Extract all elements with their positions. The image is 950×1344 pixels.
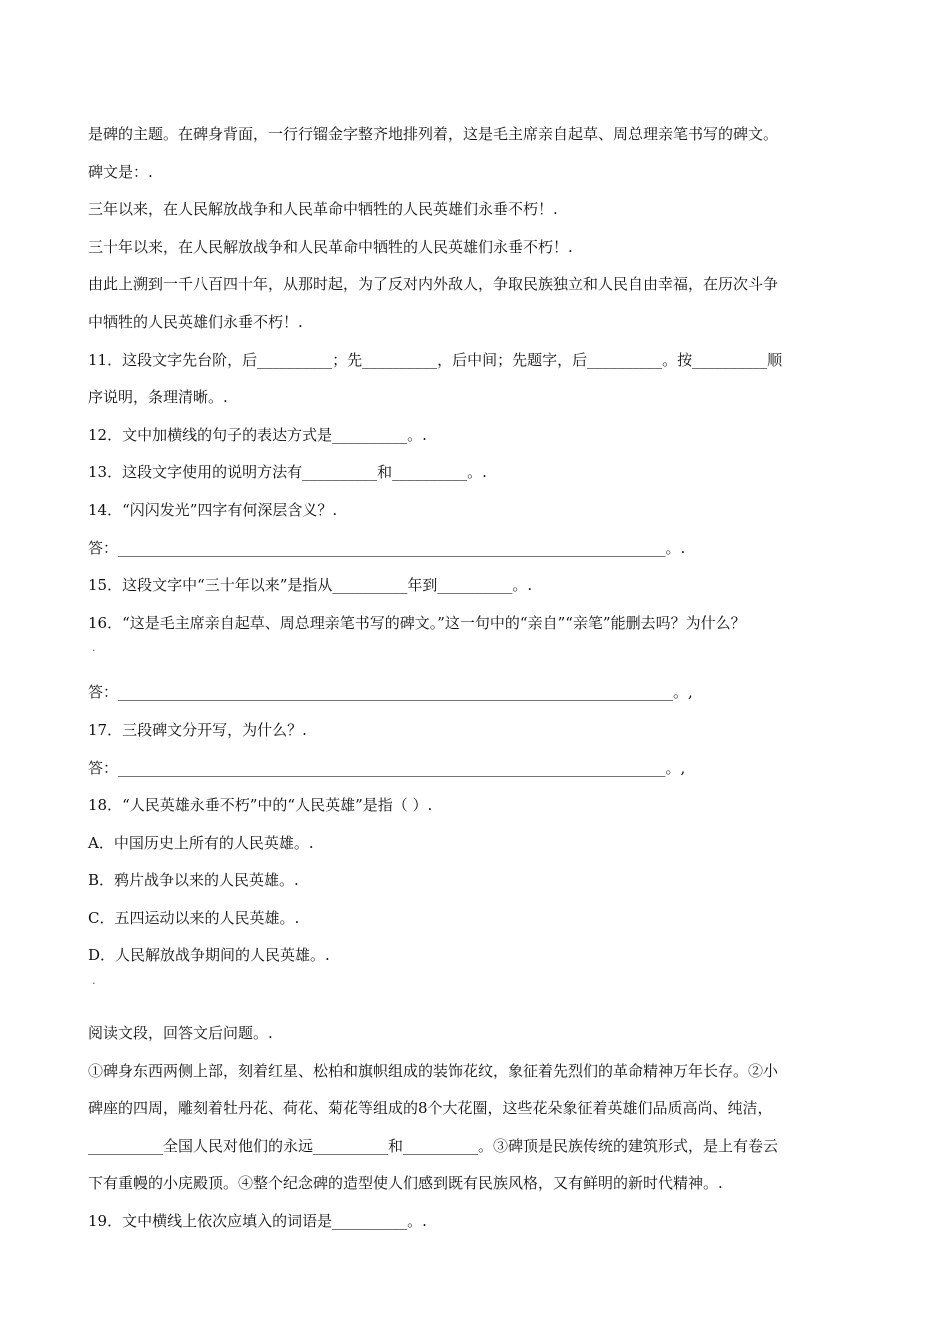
document-page: [88, 116, 878, 1241]
question-12: 12．文中加横线的句子的表达方式是__________。.: [88, 425, 427, 444]
text-line: 三年以来，在人民解放战争和人民革命中牺牲的人民英雄们永垂不朽！.: [88, 200, 558, 219]
answer-line: 答：_________________________________________________________________________。,: [88, 758, 686, 777]
text-line: __________全国人民对他们的永远__________和__________。③碑顶是民族传统的建筑形式，是上有卷云: [88, 1136, 779, 1155]
text-block-b: [88, 674, 878, 975]
text-line: 碑座的四周，雕刻着牡丹花、荷花、菊花等组成的8个大花圈，这些花朵象征着英雄们品质高尚、纯洁，: [88, 1099, 773, 1118]
question-19: 19．文中横线上依次应填入的词语是__________。.: [88, 1212, 427, 1231]
option-b: B．鸦片战争以来的人民英雄。.: [88, 871, 299, 890]
text-line: 中牺牲的人民英雄们永垂不朽！.: [88, 312, 303, 331]
paragraph-mark: .: [92, 974, 96, 988]
question-13: 13．这段文字使用的说明方法有__________和__________。.: [88, 463, 487, 482]
question-18: 18．“人民英雄永垂不朽”中的“人民英雄”是指（ ）.: [88, 796, 433, 815]
answer-line: 答：_________________________________________________________________________。.: [88, 538, 686, 557]
paragraph-mark: .: [92, 641, 96, 655]
text-line: 是碑的主题。在碑身背面，一行行镏金字整齐地排列着，这是毛主席亲自起草、周总理亲笔书写的碑文。: [88, 125, 779, 143]
question-11: 11．这段文字先台阶，后__________；先__________，后中间；先题字，后__________。按__________顺: [88, 350, 783, 369]
text-line: 下有重幔的小庑殿顶。④整个纪念碑的造型使人们感到既有民族风格，又有鲜明的新时代精神。.: [88, 1174, 723, 1193]
answer-line: 答：__________________________________________________________________________。,: [88, 683, 693, 702]
text-block-c: [88, 1015, 878, 1241]
text-block-a: [88, 116, 878, 642]
option-d: D．人民解放战争期间的人民英雄。.: [88, 946, 330, 965]
option-c: C．五四运动以来的人民英雄。.: [88, 908, 300, 927]
question-15: 15．这段文字中“三十年以来”是指从__________年到__________。.: [88, 576, 533, 595]
question-16: 16．“这是毛主席亲自起草、周总理亲笔书写的碑文。”这一句中的“亲自”“亲笔”能删去吗？为什么？: [88, 613, 746, 632]
question-14: 14．“闪闪发光”四字有何深层含义？.: [88, 500, 338, 519]
text-line: 由此上溯到一千八百四十年，从那时起，为了反对内外敌人，争取民族独立和人民自由幸福，在历次斗争: [88, 275, 779, 294]
option-a: A．中国历史上所有的人民英雄。.: [88, 833, 314, 852]
text-line: 三十年以来，在人民解放战争和人民革命中牺牲的人民英雄们永垂不朽！.: [88, 237, 573, 256]
question-17: 17．三段碑文分开写，为什么？.: [88, 720, 307, 739]
text-line: ①碑身东西两侧上部，刻着红星、松柏和旗帜组成的装饰花纹，象征着先烈们的革命精神万年长存。②小: [88, 1061, 779, 1080]
text-line: 碑文是：.: [88, 162, 153, 181]
reading-instruction: 阅读文段，回答文后问题。.: [88, 1024, 273, 1043]
text-line: 序说明，条理清晰。.: [88, 388, 228, 407]
